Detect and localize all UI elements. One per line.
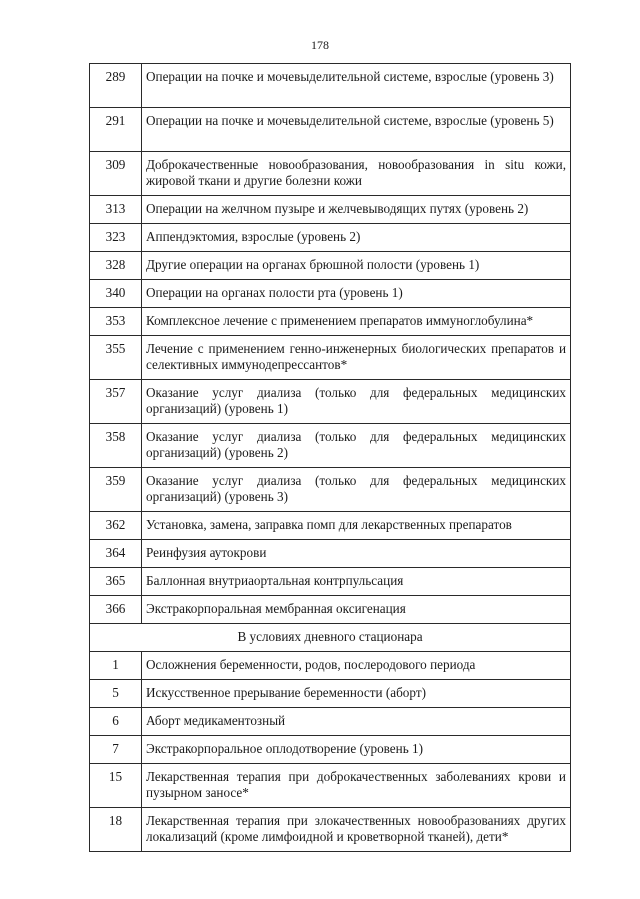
table-row — [90, 108, 571, 152]
page-number: 178 — [311, 38, 329, 52]
table-row — [90, 568, 571, 596]
row-description: Комплексное лечение с применением препаратов иммуноглобулина* — [142, 308, 571, 336]
row-description: Оказание услуг диализа (только для федеральных медицинских организаций) (уровень 1) — [142, 380, 571, 424]
row-description: Оказание услуг диализа (только для федеральных медицинских организаций) (уровень 3) — [142, 468, 571, 512]
table-row — [90, 336, 571, 380]
table-row — [90, 468, 571, 512]
row-code: 340 — [90, 280, 142, 308]
table-row — [90, 764, 571, 808]
table-row — [90, 308, 571, 336]
row-code: 7 — [90, 736, 142, 764]
table-row — [90, 152, 571, 196]
table-row — [90, 680, 571, 708]
row-description: Лекарственная терапия при доброкачественных заболеваниях крови и пузырном заносе* — [142, 764, 571, 808]
row-description: Осложнения беременности, родов, послеродового периода — [142, 652, 571, 680]
row-code: 313 — [90, 196, 142, 224]
row-description: Операции на желчном пузыре и желчевыводящих путях (уровень 2) — [142, 196, 571, 224]
row-description: Установка, замена, заправка помп для лекарственных препаратов — [142, 512, 571, 540]
table-row — [90, 224, 571, 252]
tariff-group-table — [89, 63, 571, 852]
row-description: Доброкачественные новообразования, новообразования in situ кожи, жировой ткани и другие болезни кожи — [142, 152, 571, 196]
table-row — [90, 736, 571, 764]
row-code: 364 — [90, 540, 142, 568]
row-code: 289 — [90, 64, 142, 108]
table-row — [90, 252, 571, 280]
table-row — [90, 540, 571, 568]
row-description: Оказание услуг диализа (только для федеральных медицинских организаций) (уровень 2) — [142, 424, 571, 468]
section-title: В условиях дневного стационара — [90, 624, 571, 652]
row-description: Искусственное прерывание беременности (аборт) — [142, 680, 571, 708]
row-description: Экстракорпоральное оплодотворение (уровень 1) — [142, 736, 571, 764]
row-code: 357 — [90, 380, 142, 424]
row-code: 6 — [90, 708, 142, 736]
row-code: 362 — [90, 512, 142, 540]
table-row — [90, 424, 571, 468]
row-code: 5 — [90, 680, 142, 708]
table-row — [90, 64, 571, 108]
table-row — [90, 808, 571, 852]
row-description: Другие операции на органах брюшной полости (уровень 1) — [142, 252, 571, 280]
row-description: Аппендэктомия, взрослые (уровень 2) — [142, 224, 571, 252]
row-code: 355 — [90, 336, 142, 380]
row-code: 365 — [90, 568, 142, 596]
row-description: Реинфузия аутокрови — [142, 540, 571, 568]
row-code: 18 — [90, 808, 142, 852]
row-description: Баллонная внутриаортальная контрпульсация — [142, 568, 571, 596]
row-code: 15 — [90, 764, 142, 808]
table-row — [90, 708, 571, 736]
row-description: Операции на органах полости рта (уровень 1) — [142, 280, 571, 308]
table-row — [90, 596, 571, 624]
section-header-row — [90, 624, 571, 652]
row-description: Операции на почке и мочевыделительной системе, взрослые (уровень 3) — [142, 64, 571, 108]
row-code: 1 — [90, 652, 142, 680]
row-description: Экстракорпоральная мембранная оксигенация — [142, 596, 571, 624]
table-row — [90, 380, 571, 424]
row-code: 291 — [90, 108, 142, 152]
row-code: 328 — [90, 252, 142, 280]
row-code: 323 — [90, 224, 142, 252]
table-row — [90, 652, 571, 680]
table-row — [90, 512, 571, 540]
row-code: 358 — [90, 424, 142, 468]
row-code: 309 — [90, 152, 142, 196]
row-code: 366 — [90, 596, 142, 624]
table-row — [90, 280, 571, 308]
row-description: Лекарственная терапия при злокачественных новообразованиях других локализаций (кроме лимфоидной и кроветворной тканей), дети* — [142, 808, 571, 852]
row-code: 353 — [90, 308, 142, 336]
row-description: Аборт медикаментозный — [142, 708, 571, 736]
row-description: Лечение с применением генно-инженерных биологических препаратов и селективных иммунодепрессантов* — [142, 336, 571, 380]
row-code: 359 — [90, 468, 142, 512]
row-description: Операции на почке и мочевыделительной системе, взрослые (уровень 5) — [142, 108, 571, 152]
table-row — [90, 196, 571, 224]
